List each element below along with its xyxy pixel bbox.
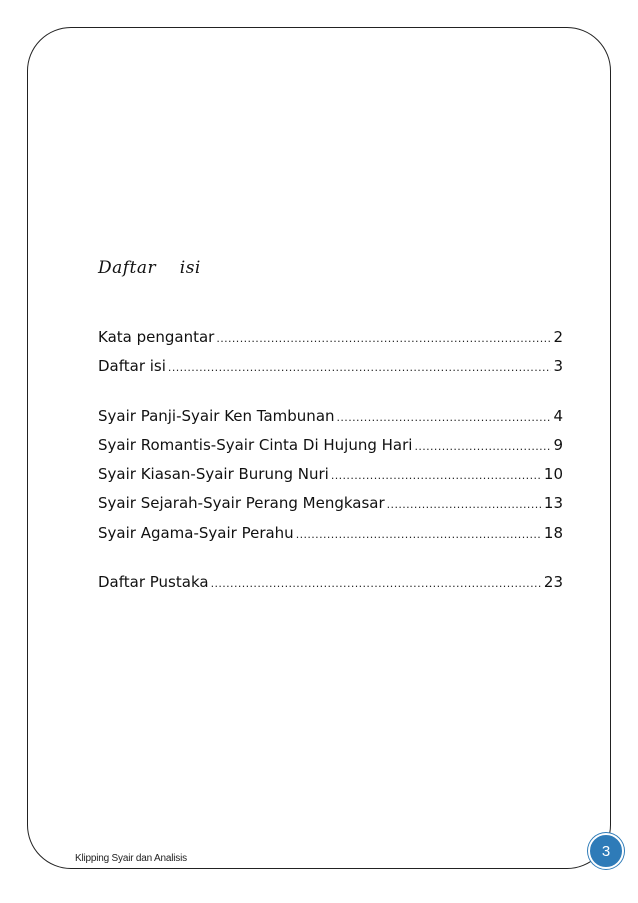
- toc-entry-syair-agama: [98, 523, 563, 545]
- toc-dot-leader: [387, 495, 542, 515]
- toc-dot-leader: [337, 408, 552, 428]
- toc-entry-syair-romantis: [98, 435, 563, 457]
- toc-entry-page: 4: [553, 407, 563, 425]
- page-number-badge: [588, 833, 624, 869]
- toc-entry-syair-panji: [98, 406, 563, 428]
- toc-heading: Daftar isi: [98, 258, 201, 278]
- toc-dot-leader: [216, 329, 551, 349]
- toc-entry-page: 10: [543, 465, 563, 483]
- toc-entry-title: Daftar isi: [98, 357, 166, 375]
- toc-entry-title: Kata pengantar: [98, 328, 215, 346]
- toc-dot-leader: [414, 437, 551, 457]
- toc-entry-page: 2: [553, 328, 563, 346]
- toc-entry-page: 9: [553, 436, 563, 454]
- toc-entry-page: 18: [543, 524, 563, 542]
- toc-dot-leader: [211, 574, 542, 594]
- toc-entry-page: 23: [543, 573, 563, 591]
- toc-entry-title: Syair Romantis-Syair Cinta Di Hujung Hari: [98, 436, 413, 454]
- footer-title: Klipping Syair dan Analisis: [75, 853, 187, 864]
- toc-entry-title: Daftar Pustaka: [98, 573, 209, 591]
- toc-entry-kata-pengantar: [98, 327, 563, 349]
- toc-entry-page: 3: [553, 357, 563, 375]
- toc-entry-title: Syair Kiasan-Syair Burung Nuri: [98, 465, 329, 483]
- toc-entry-syair-sejarah: [98, 493, 563, 515]
- toc-entry-title: Syair Panji-Syair Ken Tambunan: [98, 407, 335, 425]
- toc-entry-daftar-isi: [98, 356, 563, 378]
- page-number: 3: [601, 842, 611, 860]
- toc-dot-leader: [331, 466, 542, 486]
- toc-dot-leader: [168, 358, 552, 378]
- toc-entry-daftar-pustaka: [98, 572, 563, 594]
- toc-entry-page: 13: [543, 494, 563, 512]
- toc-entry-title: Syair Sejarah-Syair Perang Mengkasar: [98, 494, 385, 512]
- toc-entry-title: Syair Agama-Syair Perahu: [98, 524, 294, 542]
- toc-entry-syair-kiasan: [98, 464, 563, 486]
- toc-dot-leader: [296, 525, 542, 545]
